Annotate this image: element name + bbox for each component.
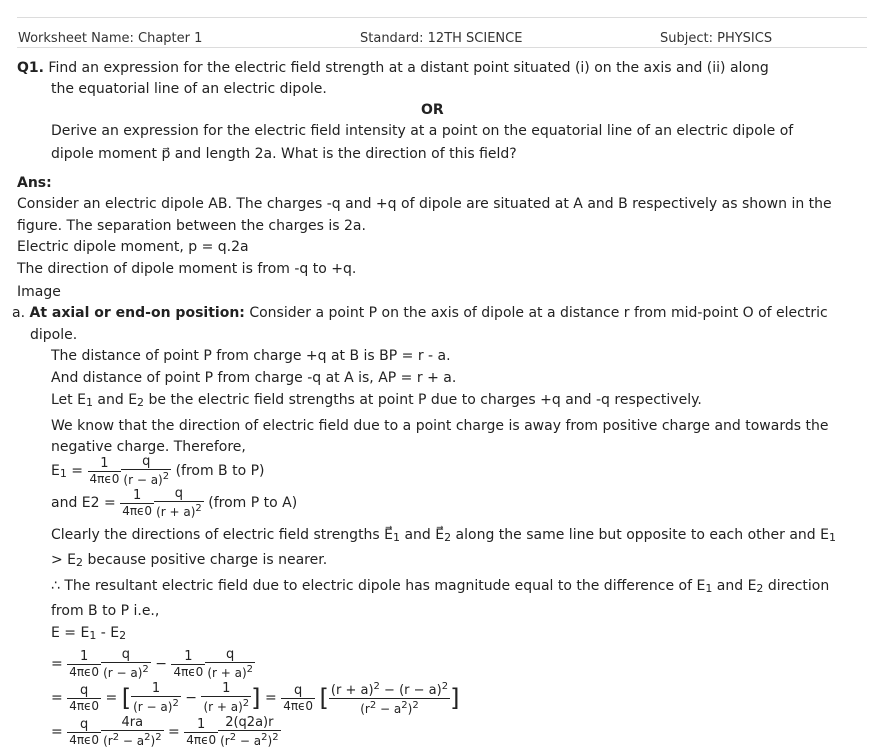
question-line-2: the equatorial line of an electric dipole. xyxy=(51,81,327,97)
axial-heading: a. At axial or end-on position: Consider a point P on the axis of dipole at a distance r from mid-point O of electric xyxy=(12,305,828,321)
distance-ap: And distance of point P from charge -q at A is, AP = r + a. xyxy=(51,370,457,386)
question-text-1: Find an expression for the electric field strength at a distant point situated (i) on the axis and (ii) along xyxy=(48,60,769,76)
header-bottom-rule xyxy=(17,47,867,48)
answer-para-1: Consider an electric dipole AB. The charges -q and +q of dipole are situated at A and B respectively as shown in the xyxy=(17,196,832,212)
dipole-moment-line: Electric dipole moment, p = q.2a xyxy=(17,239,249,255)
clearly-line-1: Clearly the directions of electric field strengths $E⃗_1$ and $E⃗_2$ along the same line but opposite to each other and $E_1$ xyxy=(51,527,836,544)
subject-label: Subject: PHYSICS xyxy=(660,31,773,46)
question-line-3: Derive an expression for the electric field intensity at a point on the equatorial line of an electric dipole of xyxy=(51,123,794,139)
know-line-1: We know that the direction of electric field due to a point charge is away from positive charge and towards the xyxy=(51,418,829,434)
e2-direction: (from P to A) xyxy=(208,495,298,511)
image-placeholder: Image xyxy=(17,284,61,300)
question-line-4: dipole moment p⃗ and length 2a. What is the direction of this field? xyxy=(51,146,517,162)
know-line-2: negative charge. Therefore, xyxy=(51,439,246,455)
question-number: Q1. xyxy=(17,60,44,76)
clearly-line-2: > $E_2$ because positive charge is nearer. xyxy=(51,552,328,569)
e-difference: $E = E_1 - E_2$ xyxy=(51,625,127,642)
question-line-1 xyxy=(17,58,769,78)
worksheet-name: Worksheet Name: Chapter 1 xyxy=(18,31,203,46)
e1-direction: (from B to P) xyxy=(175,463,265,479)
equation-e1: $E_1$ = $\frac{1}{4\pi\epsilon 0}$ $\frac{q}{(r - a)^2}$ (from B to P) xyxy=(51,454,265,487)
let-e1-e2: Let $E_1$ and $E_2$ be the electric field strengths at point P due to charges +q and -q respectively. xyxy=(51,392,702,409)
equation-step-3: = $\frac{q}{4\pi\epsilon 0}$ $\frac{4ra}{(r^2 - a^2)^2}$ = $\frac{1}{4\pi\epsilon 0}$ $\frac{2(q2a)r}{(r^2 - a^2)^2}$ xyxy=(51,715,279,748)
axial-bold: At axial or end-on position: xyxy=(29,305,245,321)
distance-bp: The distance of point P from charge +q at B is BP = r - a. xyxy=(51,348,451,364)
axial-heading-cont: dipole. xyxy=(30,327,78,343)
resultant-line-2: from B to P i.e., xyxy=(51,603,160,619)
standard-label: Standard: 12TH SCIENCE xyxy=(360,31,523,46)
answer-para-2: figure. The separation between the charges is 2a. xyxy=(17,218,366,234)
equation-step-1: = $\frac{1}{4\pi\epsilon 0}$ $\frac{q}{(r - a)^2}$ − $\frac{1}{4\pi\epsilon 0}$ $\frac{q}{(r + a)^2}$ xyxy=(51,647,254,680)
resultant-line-1: ∴ The resultant electric field due to electric dipole has magnitude equal to the difference of $E_1$ and $E_2$ direction xyxy=(51,578,830,595)
header-top-rule xyxy=(17,17,867,18)
equation-step-2: = $\frac{q}{4\pi\epsilon 0}$ = [ $\frac{1}{(r - a)^2}$ − $\frac{1}{(r + a)^2}$ ] = $\frac{q}{4\pi\epsilon 0}$ [ $\frac{(r + a)^2 - (r - a)^2}{(r^2 - a^2)^2}$ ] xyxy=(51,681,460,716)
or-label: OR xyxy=(421,102,444,118)
equation-e2: and E2 = $\frac{1}{4\pi\epsilon 0}$ $\frac{q}{(r + a)^2}$ (from P to A) xyxy=(51,486,298,519)
dipole-direction-line: The direction of dipole moment is from -q to +q. xyxy=(17,261,357,277)
answer-label: Ans: xyxy=(17,175,52,191)
